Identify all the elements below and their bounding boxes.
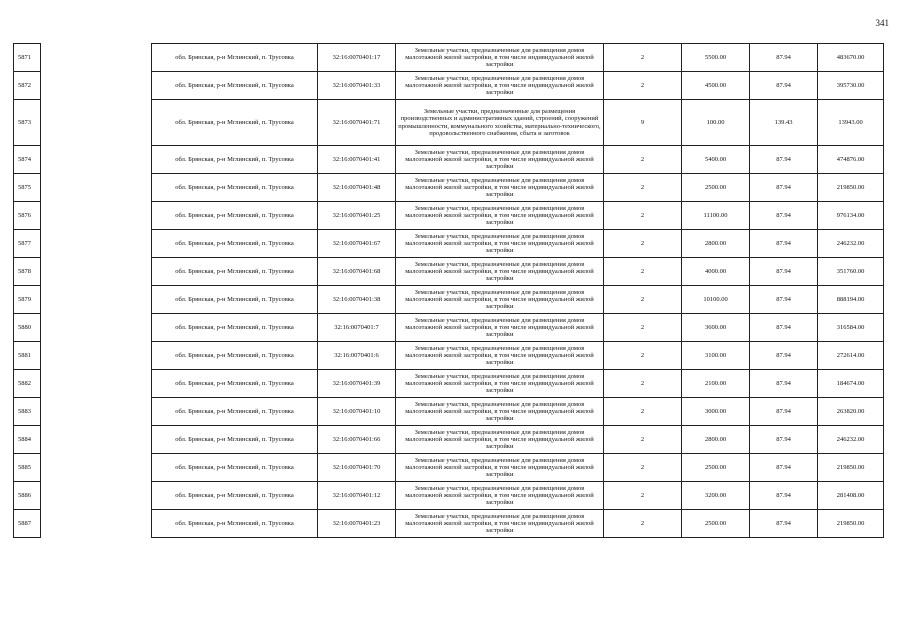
address-cell: обл. Брянская, р-н Мглинский, п. Трусовка: [152, 314, 318, 342]
specific-value-cell: 87.94: [750, 314, 818, 342]
cadastral-value-cell: 976134.00: [818, 202, 884, 230]
address-cell: обл. Брянская, р-н Мглинский, п. Трусовка: [152, 202, 318, 230]
area-cell: 2800.00: [682, 426, 750, 454]
land-use-purpose-cell: Земельные участки, предназначенные для размещения домов малоэтажной жилой застройки, в том числе индивидуальной жилой застройки: [396, 398, 604, 426]
cadastral-number-cell: 32:16:0070401:38: [318, 286, 396, 314]
specific-value-cell: 87.94: [750, 146, 818, 174]
row-number-cell: 5878: [14, 258, 41, 286]
spacer-cell: [41, 44, 152, 72]
area-cell: 100.00: [682, 100, 750, 146]
area-cell: 3600.00: [682, 314, 750, 342]
specific-value-cell: 87.94: [750, 510, 818, 538]
table-row: [14, 72, 884, 100]
area-cell: 2500.00: [682, 510, 750, 538]
land-use-purpose-cell: Земельные участки, предназначенные для размещения домов малоэтажной жилой застройки, в том числе индивидуальной жилой застройки: [396, 426, 604, 454]
area-cell: 2500.00: [682, 174, 750, 202]
cadastral-number-cell: 32:16:0070401:6: [318, 342, 396, 370]
area-cell: 3200.00: [682, 482, 750, 510]
table-body: [14, 44, 884, 538]
table-row: [14, 314, 884, 342]
cadastral-value-cell: 351760.00: [818, 258, 884, 286]
row-number-cell: 5887: [14, 510, 41, 538]
address-cell: обл. Брянская, р-н Мглинский, п. Трусовка: [152, 342, 318, 370]
spacer-cell: [41, 426, 152, 454]
row-number-cell: 5872: [14, 72, 41, 100]
cadastral-value-cell: 219850.00: [818, 454, 884, 482]
area-cell: 3000.00: [682, 398, 750, 426]
specific-value-cell: 87.94: [750, 202, 818, 230]
cadastral-number-cell: 32:16:0070401:33: [318, 72, 396, 100]
row-number-cell: 5871: [14, 44, 41, 72]
specific-value-cell: 87.94: [750, 454, 818, 482]
address-cell: обл. Брянская, р-н Мглинский, п. Трусовка: [152, 370, 318, 398]
use-group-cell: 2: [604, 258, 682, 286]
spacer-cell: [41, 202, 152, 230]
spacer-cell: [41, 342, 152, 370]
table-row: [14, 100, 884, 146]
use-group-cell: 2: [604, 146, 682, 174]
cadastral-number-cell: 32:16:0070401:39: [318, 370, 396, 398]
spacer-cell: [41, 174, 152, 202]
table-row: [14, 258, 884, 286]
spacer-cell: [41, 286, 152, 314]
spacer-cell: [41, 482, 152, 510]
use-group-cell: 2: [604, 174, 682, 202]
address-cell: обл. Брянская, р-н Мглинский, п. Трусовка: [152, 510, 318, 538]
row-number-cell: 5881: [14, 342, 41, 370]
cadastral-number-cell: 32:16:0070401:25: [318, 202, 396, 230]
cadastral-number-cell: 32:16:0070401:48: [318, 174, 396, 202]
area-cell: 5400.00: [682, 146, 750, 174]
cadastral-value-cell: 483670.00: [818, 44, 884, 72]
land-use-purpose-cell: Земельные участки, предназначенные для размещения домов малоэтажной жилой застройки, в том числе индивидуальной жилой застройки: [396, 342, 604, 370]
row-number-cell: 5879: [14, 286, 41, 314]
table-row: [14, 230, 884, 258]
row-number-cell: 5880: [14, 314, 41, 342]
row-number-cell: 5886: [14, 482, 41, 510]
table-row: [14, 482, 884, 510]
area-cell: 4000.00: [682, 258, 750, 286]
use-group-cell: 2: [604, 202, 682, 230]
specific-value-cell: 87.94: [750, 72, 818, 100]
cadastral-number-cell: 32:16:0070401:23: [318, 510, 396, 538]
specific-value-cell: 87.94: [750, 44, 818, 72]
use-group-cell: 2: [604, 370, 682, 398]
specific-value-cell: 87.94: [750, 230, 818, 258]
table-row: [14, 202, 884, 230]
area-cell: 5500.00: [682, 44, 750, 72]
spacer-cell: [41, 370, 152, 398]
cadastral-value-cell: 395730.00: [818, 72, 884, 100]
cadastral-value-cell: 272614.00: [818, 342, 884, 370]
area-cell: 3100.00: [682, 342, 750, 370]
spacer-cell: [41, 510, 152, 538]
cadastral-number-cell: 32:16:0070401:68: [318, 258, 396, 286]
use-group-cell: 2: [604, 342, 682, 370]
use-group-cell: 2: [604, 286, 682, 314]
cadastral-number-cell: 32:16:0070401:71: [318, 100, 396, 146]
address-cell: обл. Брянская, р-н Мглинский, п. Трусовка: [152, 44, 318, 72]
address-cell: обл. Брянская, р-н Мглинский, п. Трусовка: [152, 230, 318, 258]
land-use-purpose-cell: Земельные участки, предназначенные для размещения домов малоэтажной жилой застройки, в том числе индивидуальной жилой застройки: [396, 482, 604, 510]
spacer-cell: [41, 146, 152, 174]
cadastral-value-cell: 184674.00: [818, 370, 884, 398]
land-use-purpose-cell: Земельные участки, предназначенные для размещения домов малоэтажной жилой застройки, в том числе индивидуальной жилой застройки: [396, 202, 604, 230]
address-cell: обл. Брянская, р-н Мглинский, п. Трусовка: [152, 454, 318, 482]
spacer-cell: [41, 258, 152, 286]
land-use-purpose-cell: Земельные участки, предназначенные для размещения домов малоэтажной жилой застройки, в том числе индивидуальной жилой застройки: [396, 146, 604, 174]
cadastral-number-cell: 32:16:0070401:12: [318, 482, 396, 510]
row-number-cell: 5875: [14, 174, 41, 202]
row-number-cell: 5885: [14, 454, 41, 482]
cadastral-number-cell: 32:16:0070401:67: [318, 230, 396, 258]
spacer-cell: [41, 230, 152, 258]
row-number-cell: 5876: [14, 202, 41, 230]
use-group-cell: 2: [604, 426, 682, 454]
land-use-purpose-cell: Земельные участки, предназначенные для размещения домов малоэтажной жилой застройки, в том числе индивидуальной жилой застройки: [396, 44, 604, 72]
cadastral-value-cell: 474876.00: [818, 146, 884, 174]
specific-value-cell: 87.94: [750, 286, 818, 314]
cadastral-number-cell: 32:16:0070401:7: [318, 314, 396, 342]
land-use-purpose-cell: Земельные участки, предназначенные для размещения домов малоэтажной жилой застройки, в том числе индивидуальной жилой застройки: [396, 510, 604, 538]
table-row: [14, 454, 884, 482]
cadastral-value-cell: 281408.00: [818, 482, 884, 510]
land-parcel-table: [13, 43, 884, 538]
cadastral-value-cell: 246232.00: [818, 230, 884, 258]
table-row: [14, 44, 884, 72]
use-group-cell: 2: [604, 314, 682, 342]
address-cell: обл. Брянская, р-н Мглинский, п. Трусовка: [152, 426, 318, 454]
address-cell: обл. Брянская, р-н Мглинский, п. Трусовка: [152, 286, 318, 314]
table-row: [14, 426, 884, 454]
use-group-cell: 2: [604, 454, 682, 482]
page-number: 341: [875, 18, 889, 28]
specific-value-cell: 87.94: [750, 174, 818, 202]
use-group-cell: 2: [604, 44, 682, 72]
specific-value-cell: 87.94: [750, 342, 818, 370]
cadastral-value-cell: 219850.00: [818, 510, 884, 538]
address-cell: обл. Брянская, р-н Мглинский, п. Трусовка: [152, 398, 318, 426]
use-group-cell: 2: [604, 72, 682, 100]
specific-value-cell: 87.94: [750, 426, 818, 454]
area-cell: 2100.00: [682, 370, 750, 398]
area-cell: 2800.00: [682, 230, 750, 258]
row-number-cell: 5884: [14, 426, 41, 454]
land-use-purpose-cell: Земельные участки, предназначенные для размещения домов малоэтажной жилой застройки, в том числе индивидуальной жилой застройки: [396, 370, 604, 398]
address-cell: обл. Брянская, р-н Мглинский, п. Трусовка: [152, 146, 318, 174]
use-group-cell: 2: [604, 510, 682, 538]
row-number-cell: 5882: [14, 370, 41, 398]
table-row: [14, 286, 884, 314]
address-cell: обл. Брянская, р-н Мглинский, п. Трусовка: [152, 100, 318, 146]
specific-value-cell: 87.94: [750, 258, 818, 286]
row-number-cell: 5873: [14, 100, 41, 146]
cadastral-number-cell: 32:16:0070401:10: [318, 398, 396, 426]
cadastral-value-cell: 263820.00: [818, 398, 884, 426]
table-row: [14, 370, 884, 398]
row-number-cell: 5883: [14, 398, 41, 426]
cadastral-value-cell: 316584.00: [818, 314, 884, 342]
address-cell: обл. Брянская, р-н Мглинский, п. Трусовка: [152, 482, 318, 510]
land-use-purpose-cell: Земельные участки, предназначенные для размещения домов малоэтажной жилой застройки, в том числе индивидуальной жилой застройки: [396, 174, 604, 202]
land-use-purpose-cell: Земельные участки, предназначенные для размещения домов малоэтажной жилой застройки, в том числе индивидуальной жилой застройки: [396, 454, 604, 482]
land-use-purpose-cell: Земельные участки, предназначенные для размещения домов малоэтажной жилой застройки, в том числе индивидуальной жилой застройки: [396, 286, 604, 314]
area-cell: 4500.00: [682, 72, 750, 100]
cadastral-number-cell: 32:16:0070401:17: [318, 44, 396, 72]
table-row: [14, 398, 884, 426]
use-group-cell: 2: [604, 230, 682, 258]
use-group-cell: 2: [604, 482, 682, 510]
land-use-purpose-cell: Земельные участки, предназначенные для размещения домов малоэтажной жилой застройки, в том числе индивидуальной жилой застройки: [396, 258, 604, 286]
specific-value-cell: 87.94: [750, 398, 818, 426]
area-cell: 11100.00: [682, 202, 750, 230]
table-row: [14, 146, 884, 174]
cadastral-value-cell: 246232.00: [818, 426, 884, 454]
cadastral-value-cell: 219850.00: [818, 174, 884, 202]
specific-value-cell: 87.94: [750, 482, 818, 510]
spacer-cell: [41, 72, 152, 100]
land-use-purpose-cell: Земельные участки, предназначенные для размещения домов малоэтажной жилой застройки, в том числе индивидуальной жилой застройки: [396, 72, 604, 100]
spacer-cell: [41, 454, 152, 482]
land-use-purpose-cell: Земельные участки, предназначенные для размещения домов малоэтажной жилой застройки, в том числе индивидуальной жилой застройки: [396, 230, 604, 258]
cadastral-number-cell: 32:16:0070401:41: [318, 146, 396, 174]
address-cell: обл. Брянская, р-н Мглинский, п. Трусовка: [152, 174, 318, 202]
spacer-cell: [41, 398, 152, 426]
use-group-cell: 9: [604, 100, 682, 146]
area-cell: 10100.00: [682, 286, 750, 314]
spacer-cell: [41, 100, 152, 146]
specific-value-cell: 87.94: [750, 370, 818, 398]
spacer-cell: [41, 314, 152, 342]
cadastral-value-cell: 13943.00: [818, 100, 884, 146]
row-number-cell: 5877: [14, 230, 41, 258]
address-cell: обл. Брянская, р-н Мглинский, п. Трусовка: [152, 72, 318, 100]
specific-value-cell: 139.43: [750, 100, 818, 146]
land-use-purpose-cell: Земельные участки, предназначенные для размещения производственных и административных зданий, строений, сооружений промышленности, коммунального хозяйства, материально-технического, продовольственного снабжения, сбыта и заготовок: [396, 100, 604, 146]
land-use-purpose-cell: Земельные участки, предназначенные для размещения домов малоэтажной жилой застройки, в том числе индивидуальной жилой застройки: [396, 314, 604, 342]
row-number-cell: 5874: [14, 146, 41, 174]
use-group-cell: 2: [604, 398, 682, 426]
table-row: [14, 510, 884, 538]
area-cell: 2500.00: [682, 454, 750, 482]
address-cell: обл. Брянская, р-н Мглинский, п. Трусовка: [152, 258, 318, 286]
cadastral-number-cell: 32:16:0070401:66: [318, 426, 396, 454]
cadastral-number-cell: 32:16:0070401:70: [318, 454, 396, 482]
table-row: [14, 174, 884, 202]
cadastral-value-cell: 888194.00: [818, 286, 884, 314]
table-row: [14, 342, 884, 370]
